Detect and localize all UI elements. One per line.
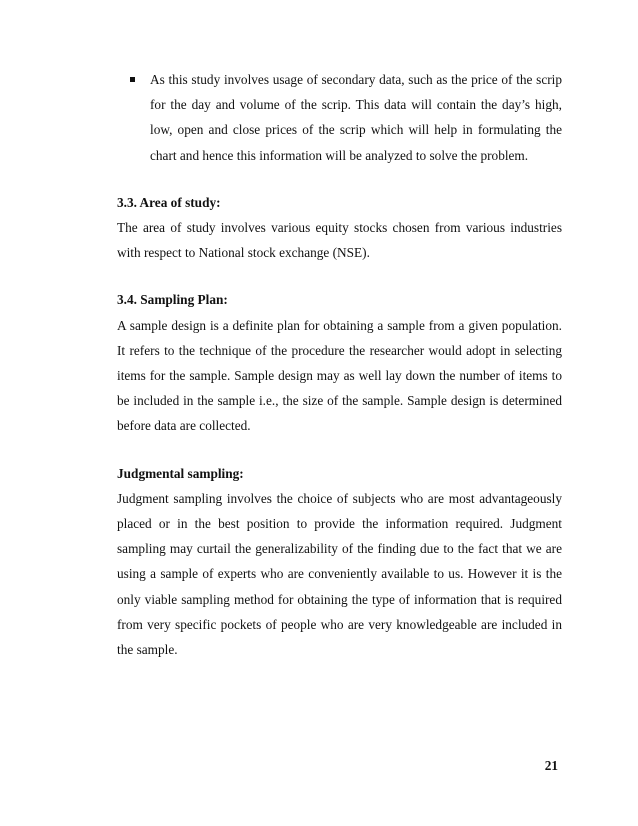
page-number: 21	[544, 758, 558, 773]
section-heading: Judgmental sampling:	[117, 465, 244, 481]
section-heading: 3.4. Sampling Plan:	[117, 292, 228, 308]
section-body: A sample design is a definite plan for obtaining a sample from a given population. It refers to the technique of the procedure the researcher would adopt in selecting items for the sample. Sample design may as well lay down the number of items to be included in the sample i.e., the size of the sample. Sample design is determined before data are collected.	[117, 317, 562, 434]
square-bullet-icon	[130, 77, 135, 82]
section-sampling-plan	[117, 287, 562, 438]
section-body: The area of study involves various equity stocks chosen from various industries with respect to National stock exchange (NSE).	[117, 220, 562, 261]
section-judgmental-sampling	[117, 461, 562, 663]
bullet-list-item	[117, 67, 562, 168]
section-heading: 3.3. Area of study:	[117, 194, 221, 210]
page-content	[117, 67, 562, 684]
section-body: Judgment sampling involves the choice of subjects who are most advantageously placed or in the best position to provide the information required. Judgment sampling may curtail the generalizability of the finding due to the fact that we are using a sample of experts who are conveniently available to us. However it is the only viable sampling method for obtaining the type of information that is required from very specific pockets of people who are very knowledgeable are included in the sample.	[117, 490, 562, 658]
bullet-paragraph: As this study involves usage of secondary data, such as the price of the scrip for the day and volume of the scrip. This data will contain the day’s high, low, open and close prices of the scrip which will help in formulating the chart and hence this information will be analyzed to solve the problem.	[150, 72, 562, 163]
section-area-of-study	[117, 190, 562, 266]
